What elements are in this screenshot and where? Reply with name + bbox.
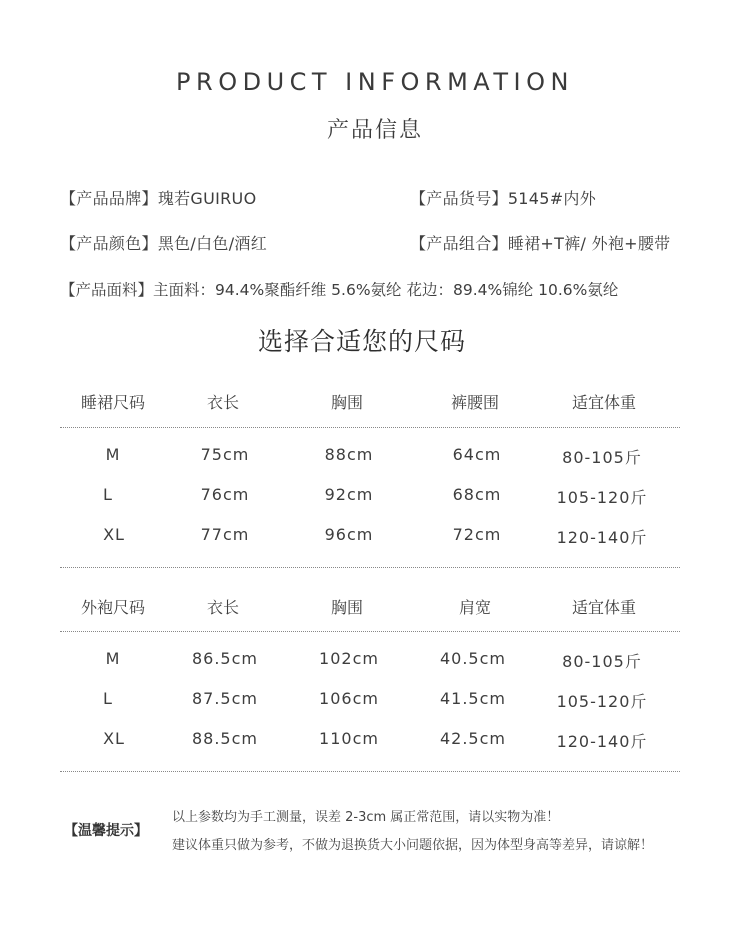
tips-label: 【温馨提示】 [64,823,148,839]
table-cell: M [105,649,121,668]
info-fabric [60,278,618,300]
table-cell: XL [103,525,125,544]
table-header-cell: 衣长 [206,393,239,412]
table-cell: 120-140斤 [556,732,648,751]
table-cell: 77cm [200,525,250,544]
table-cell: 106cm [319,689,379,708]
table-cell: 41.5cm [439,689,506,708]
size-section-title: 选择合适您的尺码 [257,327,466,356]
table-header-cell: 外袍尺码 [80,598,145,617]
table-cell: 80-105斤 [562,448,642,467]
table-cell: 86.5cm [191,649,258,668]
page-title-en: PRODUCT INFORMATION [176,68,574,96]
table-cell: L [103,689,113,708]
table-cell: M [105,445,121,464]
table-cell: 87.5cm [191,689,258,708]
tips-line-2: 建议体重只做为参考，不做为退换货大小问题依据，因为体型身高等差异，请谅解！ [172,838,654,853]
table-header-cell: 胸围 [330,393,363,412]
table-cell: 102cm [319,649,379,668]
info-brand-label: 【产品品牌】 [60,189,158,208]
info-fabric-label: 【产品面料】 [60,281,154,299]
table-cell: 75cm [200,445,250,464]
table-header-cell: 睡裙尺码 [80,393,145,412]
table-cell: 92cm [324,485,374,504]
table-cell: 40.5cm [439,649,506,668]
info-brand [60,186,256,209]
info-color [60,231,267,254]
table-cell: 88.5cm [191,729,258,748]
info-item-no-label: 【产品货号】 [410,189,508,208]
info-color-label: 【产品颜色】 [60,234,158,253]
info-fabric-value: 主面料：94.4%聚酯纤维 5.6%氨纶 花边：89.4%锦纶 10.6%氨纶 [153,281,619,299]
table-header-cell: 适宜体重 [571,598,636,617]
info-combo-label: 【产品组合】 [410,234,508,253]
table-cell: 42.5cm [439,729,506,748]
table-header-cell: 衣长 [206,598,239,617]
table-header-cell: 裤腰围 [450,393,499,412]
table-cell: 64cm [452,445,502,464]
table-header-cell: 适宜体重 [571,393,636,412]
info-item-no [410,186,596,209]
dotted-divider [60,427,680,428]
table-cell: 76cm [200,485,250,504]
info-combo-value: 睡裙+T裤/ 外袍+腰带 [507,234,671,253]
info-combo [410,231,670,254]
table-cell: 110cm [319,729,379,748]
table-cell: 68cm [452,485,502,504]
tips-line-1: 以上参数均为手工测量，误差 2-3cm 属正常范围，请以实物为准！ [172,810,560,825]
table-cell: 96cm [324,525,374,544]
page-title-cn: 产品信息 [326,118,423,143]
table-cell: 105-120斤 [556,692,648,711]
dotted-divider [60,567,680,568]
info-brand-value: 瑰若GUIRUO [157,189,257,208]
table-cell: 120-140斤 [556,528,648,547]
table-cell: 88cm [324,445,374,464]
table-cell: 105-120斤 [556,488,648,507]
table-header-cell: 肩宽 [458,598,491,617]
table-cell: 72cm [452,525,502,544]
info-item-no-value: 5145#内外 [507,189,597,208]
table-cell: 80-105斤 [562,652,642,671]
table-cell: XL [103,729,125,748]
table-header-cell: 胸围 [330,598,363,617]
dotted-divider [60,771,680,772]
table-cell: L [103,485,113,504]
info-color-value: 黑色/白色/酒红 [157,234,267,253]
dotted-divider [60,631,680,632]
